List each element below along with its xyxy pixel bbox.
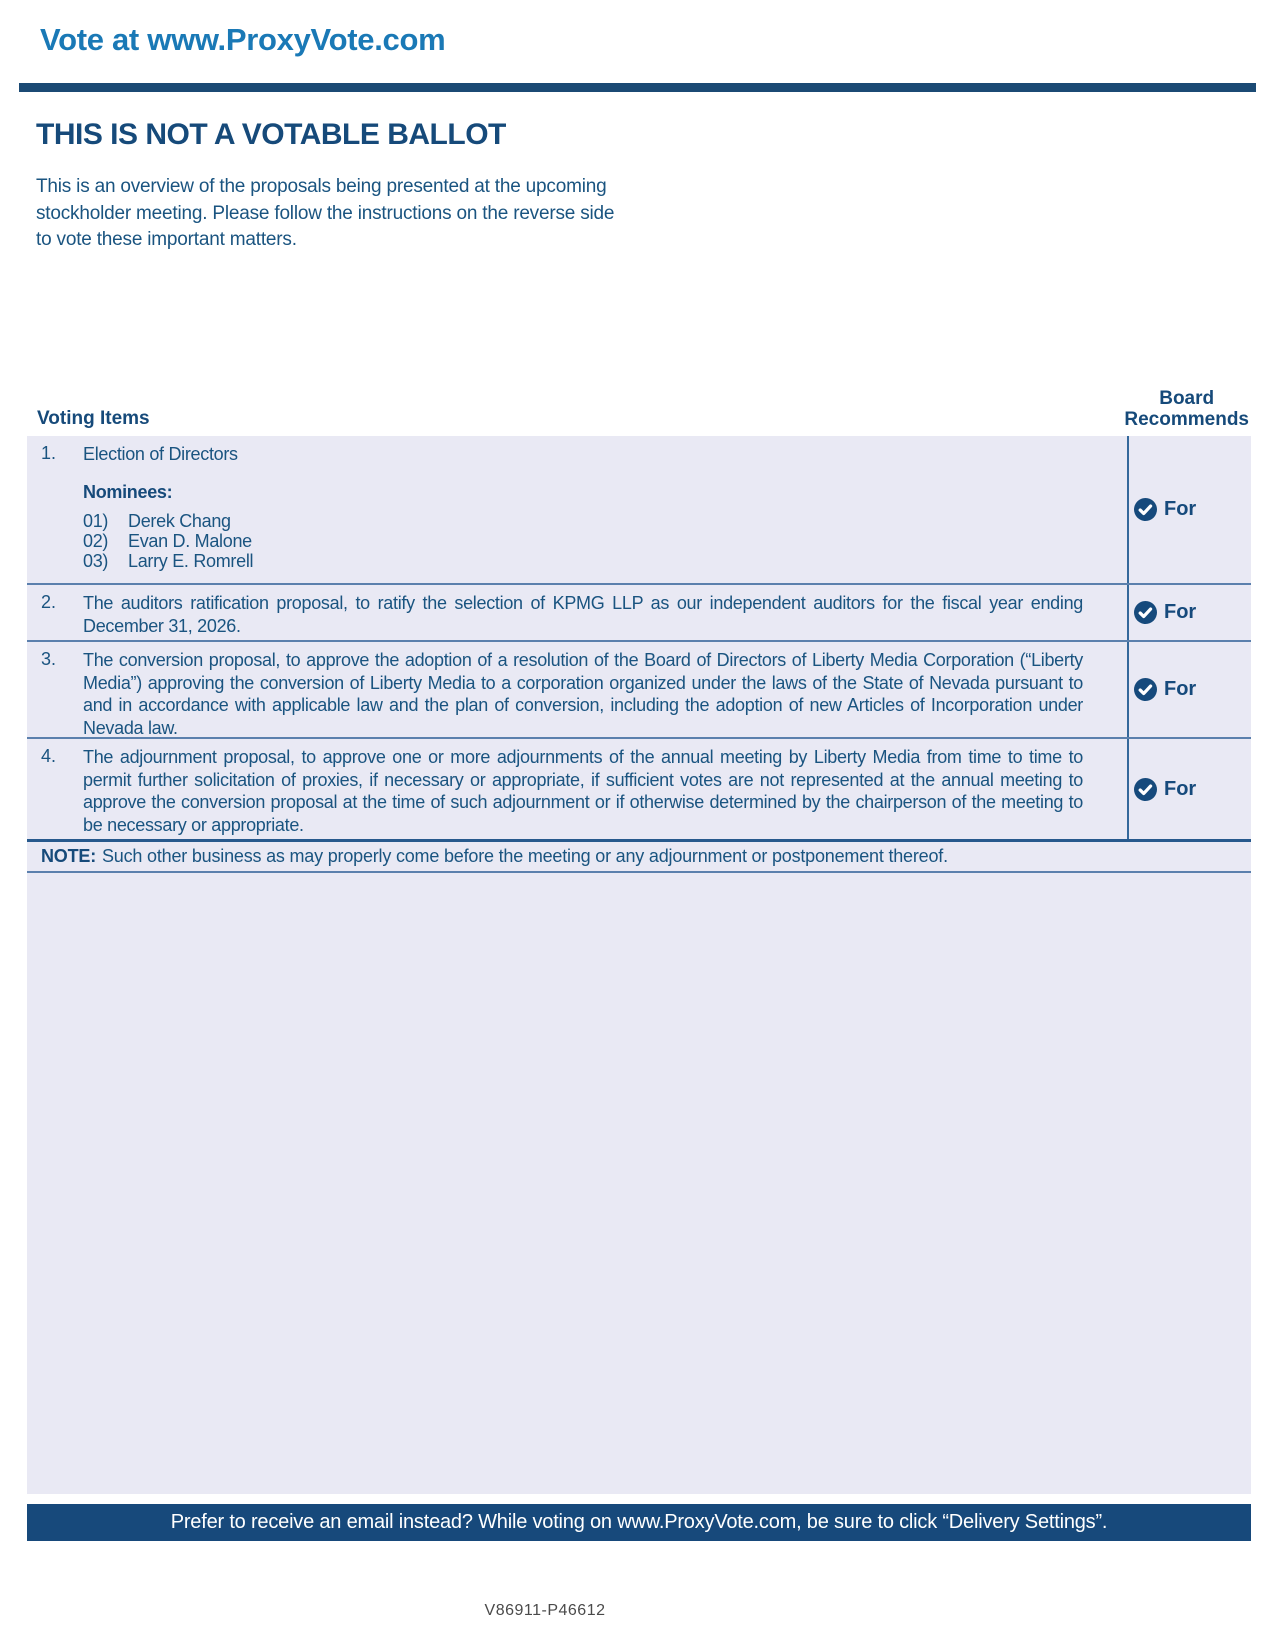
voting-items-table [27,436,1251,1494]
nominee-row [83,511,1083,531]
recommendation-label: For [1164,601,1197,623]
check-circle-icon [1134,498,1157,521]
note-label: NOTE: [41,846,96,866]
note-row [27,839,1251,873]
document-code: V86911-P46612 [484,1602,606,1619]
board-recommends-line1: Board [1159,388,1215,409]
nominee-name: Larry E. Romrell [128,551,254,571]
voting-row-3-text: The conversion proposal, to approve the adoption of a resolution of the Board of Directors of Liberty Media Corporation (“Liberty Media”) approving the conversion of Liberty Media to a corporation organized under the laws of the State of Nevada pursuant to and in accordance with applicable law and the plan of conversion, including the adoption of new Articles of Incorporation under Nevada law. [83,650,1083,738]
nominees-label: Nominees: [83,481,173,502]
recommendation-label: For [1164,498,1197,520]
nominee-row [83,531,1083,551]
nominee-number: 03) [83,551,109,571]
voting-row-2-text: The auditors ratification proposal, to ratify the selection of KPMG LLP as our independent auditors for the fiscal year ending December 31, 2026. [83,593,1083,636]
delivery-settings-banner [27,1504,1251,1541]
voting-row-1 [27,436,1251,583]
note-text: Such other business as may properly come before the meeting or any adjournment or postponement thereof. [102,846,948,866]
voting-row-3-main [27,642,1127,737]
header-rule [19,83,1256,92]
voting-row-1-main [27,436,1127,583]
item-number: 4. [41,746,57,766]
not-votable-headline: THIS IS NOT A VOTABLE BALLOT [36,118,506,151]
voting-row-3 [27,640,1251,737]
voting-row-2-main [27,585,1127,640]
page-title: Vote at www.ProxyVote.com [40,22,446,57]
voting-row-2 [27,583,1251,640]
board-recommends-line2: Recommends [1124,409,1249,430]
delivery-settings-banner-text: Prefer to receive an email instead? While voting on www.ProxyVote.com, be sure to click “Delivery Settings”. [170,1511,1108,1533]
recommendation-cell [1127,585,1251,640]
board-recommends-header [1124,388,1251,430]
nominee-name: Derek Chang [128,511,231,531]
recommendation-label: For [1164,777,1197,800]
check-circle-icon [1134,678,1157,701]
item-number: 2. [41,592,57,612]
check-circle-icon [1134,778,1157,801]
nominee-row [83,551,1083,571]
item-title: Election of Directors [83,444,238,464]
nominee-number: 01) [83,511,109,531]
recommendation-cell [1127,739,1251,839]
item-number: 1. [41,443,57,463]
item-number: 3. [41,649,57,669]
table-header [27,366,1251,430]
voting-items-header: Voting Items [37,408,150,429]
voting-row-4 [27,737,1251,839]
voting-row-1-text [83,443,1083,583]
recommendation-label: For [1164,678,1197,700]
nominee-number: 02) [83,531,109,551]
recommendation-cell [1127,436,1251,583]
voting-row-4-main [27,739,1127,839]
nominee-name: Evan D. Malone [128,531,252,551]
intro-paragraph: This is an overview of the proposals being presented at the upcoming stockholder meeting. Please follow the instructions on the reverse side to vote these important matters. [36,176,615,250]
voting-row-4-text: The adjournment proposal, to approve one or more adjournments of the annual meeting by Liberty Media from time to time to permit further solicitation of proxies, if necessary or appropriate, if sufficient votes are not represented at the annual meeting to approve the conversion proposal at the time of such adjournment or if otherwise determined by the chairperson of the meeting to be necessary or appropriate. [83,747,1083,835]
check-circle-icon [1134,601,1157,624]
recommendation-cell [1127,642,1251,737]
